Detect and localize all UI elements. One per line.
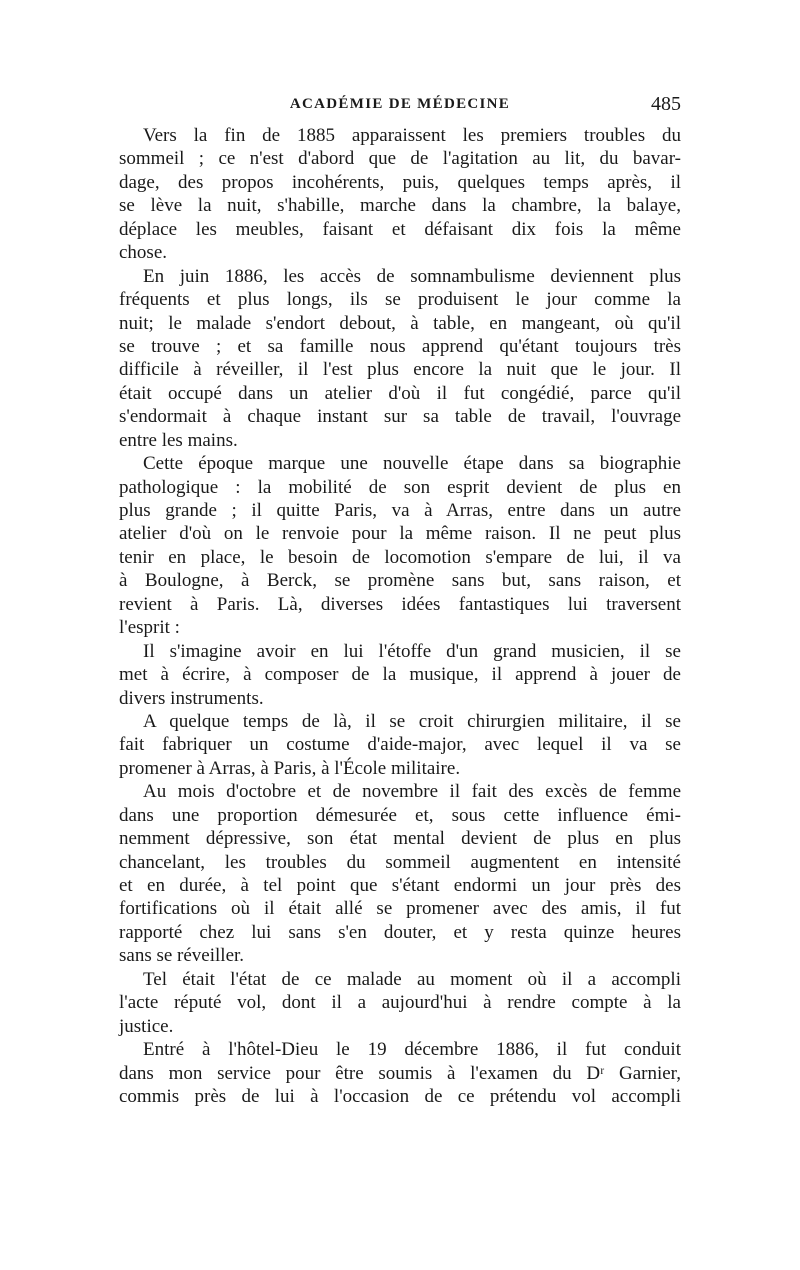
paragraph xyxy=(119,968,681,1038)
text-line: En juin 1886, les accès de somnambulisme deviennent plus xyxy=(143,265,681,287)
text-line: fortifications où il était allé se promener avec des amis, il fut xyxy=(119,898,681,920)
text-line: l'esprit : xyxy=(119,617,180,639)
paragraph xyxy=(119,780,681,968)
text-line: tenir en place, le besoin de locomotion s'empare de lui, il va xyxy=(119,546,681,568)
running-head-title: ACADÉMIE DE MÉDECINE xyxy=(289,96,511,112)
text-line: divers instruments. xyxy=(119,687,264,709)
text-line: nemment dépressive, son état mental devient de plus en plus xyxy=(119,828,681,850)
text-line: s'endormait à chaque instant sur sa table de travail, l'ouvrage xyxy=(119,406,681,428)
text-line: plus grande ; il quitte Paris, va à Arras, entre dans un autre xyxy=(119,500,681,521)
text-line: et en durée, à tel point que s'étant endormi un jour près des xyxy=(119,875,681,896)
text-line: Vers la fin de 1885 apparaissent les premiers troubles du xyxy=(143,125,681,146)
text-line: fréquents et plus longs, ils se produisent le jour comme la xyxy=(119,289,681,311)
text-line: met à écrire, à composer de la musique, il apprend à jouer de xyxy=(119,664,681,686)
paragraph xyxy=(119,1038,681,1108)
page-number: 485 xyxy=(651,93,681,115)
text-line: dans une proportion démesurée et, sous cette influence émi- xyxy=(119,804,681,826)
text-line: promener à Arras, à Paris, à l'École militaire. xyxy=(119,757,461,779)
text-line: commis près de lui à l'occasion de ce prétendu vol accompli xyxy=(119,1085,681,1107)
text-line: déplace les meubles, faisant et défaisant dix fois la même xyxy=(119,218,681,240)
paragraph xyxy=(119,452,681,640)
paragraph xyxy=(119,124,681,265)
paragraph xyxy=(119,265,681,453)
text-line: justice. xyxy=(119,1015,174,1037)
text-line: chose. xyxy=(119,242,168,264)
text-line: Au mois d'octobre et de novembre il fait des excès de femme xyxy=(143,781,681,803)
text-line: dage, des propos incohérents, puis, quelques temps après, il xyxy=(119,171,681,193)
text-line: difficile à réveiller, il l'est plus encore la nuit que le jour. Il xyxy=(119,359,681,381)
text-line: Cette époque marque une nouvelle étape dans sa biographie xyxy=(143,453,681,475)
text-line: dans mon service pour être soumis à l'examen du Dʳ Garnier, xyxy=(119,1062,681,1084)
text-line: se trouve ; et sa famille nous apprend qu'étant toujours très xyxy=(119,335,681,357)
text-line: Entré à l'hôtel-Dieu le 19 décembre 1886, il fut conduit xyxy=(143,1039,681,1061)
text-line: était occupé dans un atelier d'où il fut congédié, parce qu'il xyxy=(119,382,681,404)
text-line: sans se réveiller. xyxy=(119,945,245,967)
text-line: à Boulogne, à Berck, se promène sans but, sans raison, et xyxy=(119,570,681,592)
text-line: fait fabriquer un costume d'aide-major, avec lequel il va se xyxy=(119,734,681,756)
text-line: chancelant, les troubles du sommeil augmentent en intensité xyxy=(119,851,681,873)
text-line: Tel était l'état de ce malade au moment où il a accompli xyxy=(143,968,681,990)
paragraph xyxy=(119,710,681,780)
text-line: A quelque temps de là, il se croit chirurgien militaire, il se xyxy=(143,710,681,732)
text-line: pathologique : la mobilité de son esprit devient de plus en xyxy=(119,476,681,498)
text-line: l'acte réputé vol, dont il a aujourd'hui à rendre compte à la xyxy=(119,992,681,1014)
text-line: se lève la nuit, s'habille, marche dans la chambre, la balaye, xyxy=(119,195,681,217)
text-line: revient à Paris. Là, diverses idées fantastiques lui traversent xyxy=(119,593,681,615)
paragraph xyxy=(119,640,681,710)
text-line: sommeil ; ce n'est d'abord que de l'agitation au lit, du bavar- xyxy=(119,148,681,170)
text-line: Il s'imagine avoir en lui l'étoffe d'un grand musicien, il se xyxy=(143,640,681,662)
running-header xyxy=(119,93,681,120)
text-line: rapporté chez lui sans s'en douter, et y resta quinze heures xyxy=(119,921,681,943)
text-line: atelier d'où on le renvoie pour la même raison. Il ne peut plus xyxy=(119,523,681,545)
text-line: entre les mains. xyxy=(119,429,238,451)
body-text xyxy=(119,124,681,1108)
text-line: nuit; le malade s'endort debout, à table, en mangeant, où qu'il xyxy=(119,312,681,334)
